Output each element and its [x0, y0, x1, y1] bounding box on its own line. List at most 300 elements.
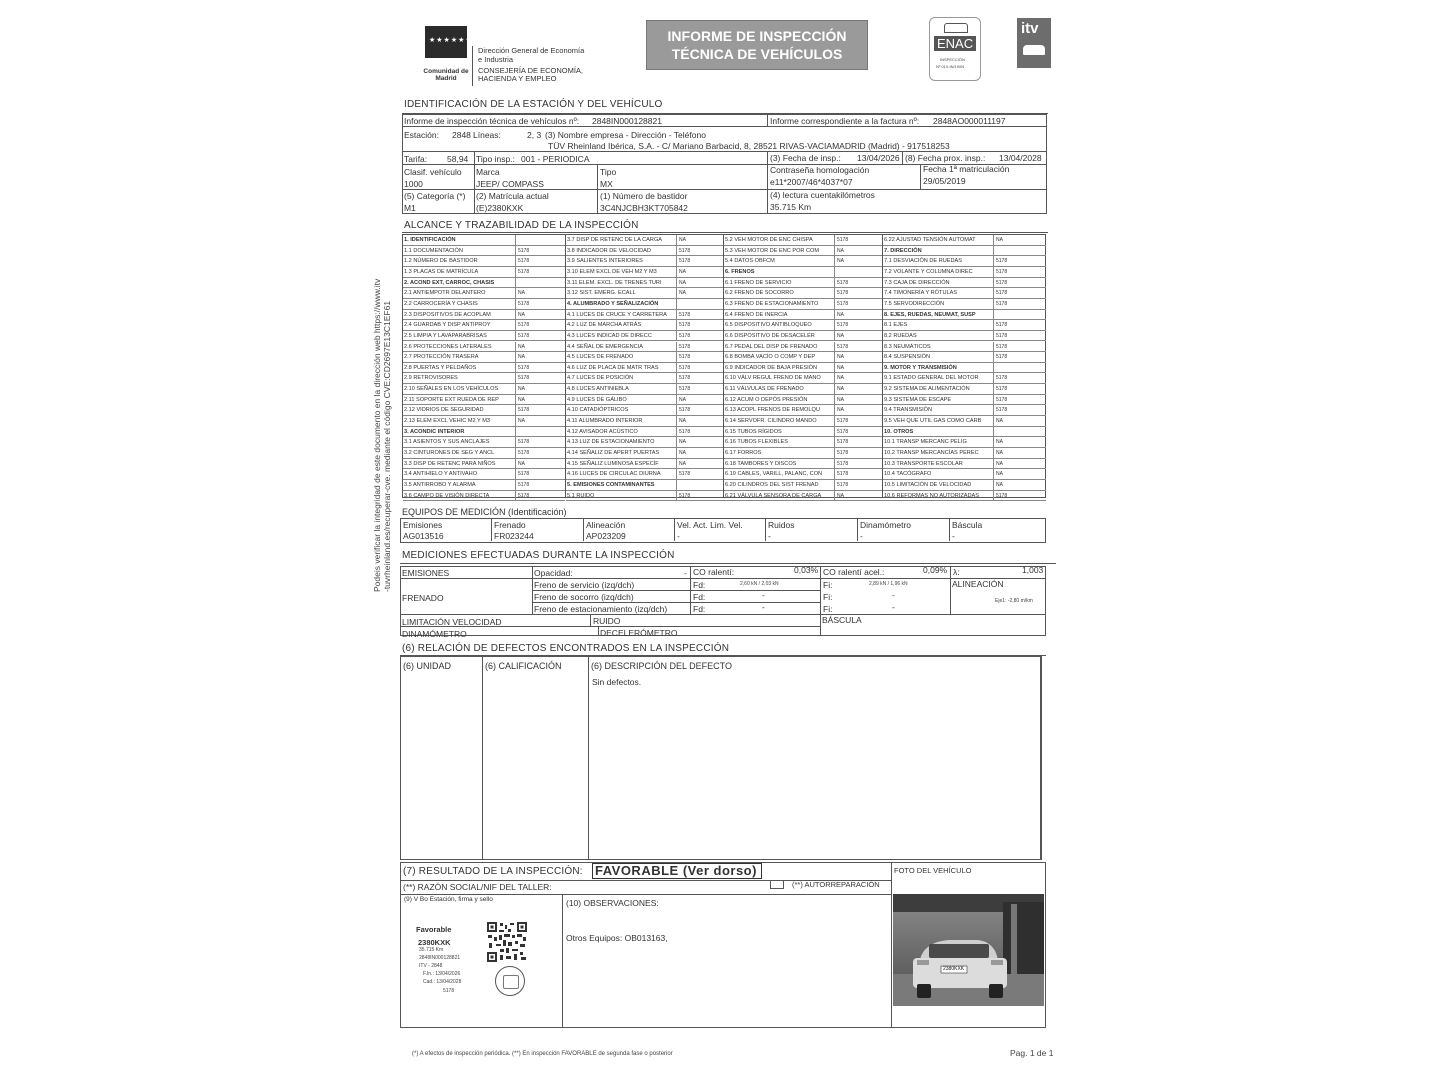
alcance-item-label: 5.4 DATOS OBFCM [725, 258, 775, 265]
alcance-row [566, 352, 724, 363]
equipo-label: Frenado [494, 520, 526, 530]
alcance-item-label: 3.6 CAMPO DE VISIÓN DIRECTA [404, 492, 490, 499]
rule [482, 656, 483, 860]
alcance-item-label: 7. DIRECCIÓN [884, 247, 922, 254]
alcance-separator [834, 469, 835, 479]
alcance-item-label: 2.9 RETROVISORES [404, 375, 458, 382]
equipo-label: Emisiones [403, 520, 443, 530]
alcance-separator [515, 352, 516, 362]
stamp-cad: Cad.: 13/04/2028 [423, 979, 462, 985]
alcance-row [566, 235, 724, 246]
alcance-item-label: 8.1 EJES [884, 322, 908, 329]
alcance-item-label: 3.3 DISP DE RETENC PARA NIÑOS [404, 460, 496, 467]
alcance-item-label: 2.10 SEÑALES EN LOS VEHÍCULOS [404, 386, 499, 393]
alcance-separator [834, 342, 835, 352]
alcance-row [566, 267, 724, 278]
alcance-item-label: 3.11 ELEM. EXCL. DE TRENES TURI [567, 279, 662, 286]
alcance-row [566, 480, 724, 491]
alcance-row [403, 427, 565, 438]
alcance-separator [993, 363, 994, 373]
alcance-item-label: 9.5 VEH QUE UTIL GAS COMO CARB [884, 418, 982, 425]
alcance-row [566, 405, 724, 416]
informe-label: Informe de inspección técnica de vehículos nº: [404, 116, 580, 126]
alcance-separator [515, 331, 516, 341]
alcance-item-status: NA [679, 237, 686, 243]
alcance-item-label: 10.4 TACÓGRAFO [884, 471, 932, 478]
alcance-separator [515, 278, 516, 288]
fi-label-2: Fi: [823, 592, 833, 602]
vbo-label: (9) V Bo Estación, firma y sello [404, 896, 493, 903]
alcance-item-status: NA [996, 481, 1003, 488]
alcance-row [724, 256, 883, 267]
freno-estac-label: Freno de estacionamiento (izq/dch) [534, 604, 668, 614]
fd-label-2: Fd: [693, 592, 706, 602]
alcance-item-status: NA [837, 354, 844, 361]
alcance-item-status: NA [518, 354, 525, 361]
informe-value: 2848IN000128821 [592, 116, 662, 126]
alcance-item-status: NA [837, 407, 844, 414]
stamp-fin: F.In.: 13/04/2026 [423, 971, 461, 977]
alcance-item-label: 2.1 ANTIEMPOTR DELANTERO [404, 290, 486, 297]
alcance-row [724, 310, 883, 321]
alcance-item-label: 10.6 REFORMAS NO AUTORIZADAS [884, 492, 980, 499]
alcance-item-status: 5178 [837, 418, 849, 425]
stamp-itv: ITV - 2848 [419, 963, 443, 969]
alcance-item-label: 6.18 TAMBORES Y DISCOS [725, 460, 797, 467]
alcance-row [403, 256, 565, 267]
alcance-item-status: 5178 [679, 258, 691, 265]
alcance-item-label: 4.7 LUCES DE POSICIÓN [567, 375, 634, 382]
alcance-item-label: 4.9 LUCES DE GÁLIBO [567, 396, 627, 403]
alcance-item-status: 5178 [679, 428, 691, 435]
alcance-item-label: 2.3 DISPOSITIVOS DE ACOPLAM [404, 311, 491, 318]
alcance-row [724, 320, 883, 331]
alcance-item-label: 3.8 INDICADOR DE VELOCIDAD [567, 247, 651, 254]
alcance-item-label: 6.13 ACOPL FRENOS DE REMOLQU [725, 407, 820, 414]
alcance-separator [676, 384, 677, 394]
alcance-item-label: 6.16 TUBOS FLEXIBLES [725, 439, 789, 446]
alcance-separator [993, 342, 994, 352]
alcance-row [403, 373, 565, 384]
alcance-item-status: NA [518, 396, 525, 403]
alcance-item-status: 5178 [518, 439, 530, 446]
title-line1: INFORME DE INSPECCIÓN [667, 28, 847, 44]
bastidor-label: (1) Número de bastidor [600, 191, 688, 201]
alcance-item-label: 2.13 ELEM EXCL VEHIC M2 Y M3 [404, 418, 491, 425]
alcance-separator [834, 448, 835, 458]
alcance-item-label: 6.10 VÁLV REGUL FRENO DE MANO [725, 375, 821, 382]
alcance-separator [834, 352, 835, 362]
alcance-separator [834, 416, 835, 426]
dept-line1: Dirección General de Economía [478, 46, 585, 55]
alcance-item-status: 5178 [996, 332, 1008, 339]
tipo-insp-label: Tipo insp.: [476, 154, 515, 164]
alcance-item-status: 5178 [837, 300, 849, 307]
alcance-item-label: 5. EMISIONES CONTAMINANTES [567, 481, 655, 488]
alcance-item-status: NA [679, 279, 686, 286]
alcance-row [724, 405, 883, 416]
equipo-value: AP023209 [586, 531, 626, 541]
alcance-separator [993, 278, 994, 288]
alcance-item-label: 8.4 SUSPENSIÓN [884, 354, 931, 361]
equipo-cell [583, 518, 675, 541]
region-name: Comunidad de Madrid [423, 68, 469, 82]
equipo-value: FR023244 [494, 531, 534, 541]
equipo-label: Báscula [952, 520, 983, 530]
fecha-insp-value: 13/04/2026 [857, 153, 900, 163]
alcance-row [566, 395, 724, 406]
alcance-item-label: 6.12 ACUM O DEPÓS PRESIÓN [725, 396, 808, 403]
observaciones-value: Otros Equipos: OB013163, [566, 933, 668, 943]
alcance-row [883, 395, 1046, 406]
alcance-item-label: 1.2 NÚMERO DE BASTIDOR [404, 258, 478, 265]
rule [598, 626, 599, 636]
alcance-item-status: NA [679, 268, 686, 275]
alcance-row [883, 246, 1046, 257]
rule [767, 151, 768, 214]
alcance-separator [834, 331, 835, 341]
alcance-separator [834, 267, 835, 277]
alcance-item-label: 3.2 CINTURONES DE SEG Y ANCL [404, 450, 495, 456]
madrid-stars-icon: ★★★★★★★ [429, 37, 480, 44]
alcance-row [883, 459, 1046, 470]
alcance-item-label: 2.11 SOPORTE EXT RUEDA DE REP [404, 396, 499, 403]
alcance-row [883, 331, 1046, 342]
alcance-item-label: 5.3 VEH MOTOR DE ENC POR COM [725, 247, 820, 254]
alcance-row [724, 437, 883, 448]
alcance-row [724, 363, 883, 374]
rule [402, 126, 1047, 127]
alcance-item-label: 6.5 DISPOSITIVO ANTIBLOQUEO [725, 322, 812, 329]
alcance-item-label: 6.3 FRENO DE ESTACIONAMIENTO [725, 300, 819, 307]
alcance-item-status: 5178 [518, 268, 530, 275]
tarifa-label: Tarifa: [404, 154, 428, 164]
alcance-item-status: 5178 [837, 471, 849, 478]
alcance-item-label: 6.21 VÁLVULA SENSORA DE CARGA [725, 492, 822, 499]
alcance-item-label: 4.14 SEÑALIZ DE APERT PUERTAS [567, 450, 660, 456]
alcance-item-status: 5178 [996, 407, 1008, 414]
alcance-separator [515, 405, 516, 415]
fi-estac-value: - [892, 602, 895, 612]
rule [588, 656, 589, 860]
alcance-item-status: NA [679, 439, 686, 446]
alcance-item-label: 6.17 FORROS [725, 450, 762, 456]
alcance-item-label: 6.7 PEDAL DEL DISP DE FRENADO [725, 343, 818, 350]
alcance-row [724, 235, 883, 246]
equipo-value: - [677, 531, 680, 541]
alcance-separator [676, 310, 677, 320]
alcance-row [566, 342, 724, 353]
alcance-item-status: 5178 [679, 354, 691, 361]
stamp-code: 5178 [443, 988, 455, 994]
autorreparacion-label: (**) AUTORREPARACIÓN [792, 880, 880, 889]
alcance-row [883, 267, 1046, 278]
alcance-separator [993, 352, 994, 362]
alcance-row [724, 384, 883, 395]
col-calificacion: (6) CALIFICACIÓN [485, 661, 562, 671]
alcance-item-label: 9.4 TRANSMISIÓN [884, 407, 933, 414]
alcance-item-label: 5.1 RUIDO [567, 492, 595, 499]
alcance-item-status: 5178 [679, 332, 691, 339]
alcance-column [723, 235, 883, 497]
km-label: (4) lectura cuentakilómetros [770, 190, 875, 200]
rule [820, 566, 821, 636]
alcance-row [566, 459, 724, 470]
tipo-value: MX [600, 179, 613, 189]
alcance-row [883, 384, 1046, 395]
alcance-item-status: 5178 [679, 492, 691, 499]
itv-logo [1017, 18, 1051, 68]
alcance-row [883, 278, 1046, 289]
fecha-prox-value: 13/04/2028 [999, 153, 1042, 163]
alcance-separator [993, 246, 994, 256]
alcance-row [403, 384, 565, 395]
alcance-item-label: 10.1 TRANSP MERCANC PELIG [884, 439, 967, 446]
alcance-item-label: 6.1 FRENO DE SERVICIO [725, 279, 792, 286]
foto-label: FOTO DEL VEHÍCULO [894, 866, 972, 875]
alcance-item-status: NA [518, 386, 525, 393]
alcance-item-label: 2.2 CARROCERÍA Y CHASIS [404, 300, 478, 307]
alcance-row [566, 469, 724, 480]
alcance-separator [515, 267, 516, 277]
car-icon [1023, 45, 1045, 55]
dinamometro-label: DINAMÓMETRO [402, 629, 467, 639]
marca-value: JEEP/ COMPASS [476, 179, 544, 189]
alcance-item-label: 7.3 CAJA DE DIRECCIÓN [884, 279, 950, 286]
alcance-item-status: 5178 [996, 343, 1008, 350]
fd-label-3: Fd: [693, 604, 706, 614]
alcance-row [566, 416, 724, 427]
alcance-item-status: 5178 [679, 386, 691, 393]
fd-estac-value: - [762, 602, 765, 612]
factura-value: 2848AO000011197 [933, 116, 1006, 126]
alcance-row [724, 267, 883, 278]
alcance-row [724, 299, 883, 310]
alcance-item-label: 2.4 GUARDAB Y DISP ANTIPROY [404, 322, 491, 329]
alcance-row [883, 491, 1046, 502]
alcance-item-status: 5178 [837, 237, 849, 243]
alcance-row [724, 288, 883, 299]
alcance-item-label: 3. ACONDIC INTERIOR [404, 428, 465, 435]
page-number: Pag. 1 de 1 [1010, 1048, 1054, 1058]
alcance-separator [676, 459, 677, 469]
alcance-row [883, 299, 1046, 310]
km-value: 35.715 Km [770, 202, 812, 212]
alcance-column [565, 235, 724, 497]
equipos-title: EQUIPOS DE MEDICIÓN (Identificación) [402, 507, 567, 517]
alcance-item-status: 5178 [518, 332, 530, 339]
alcance-item-label: 3.9 SALIENTES INTERIORES [567, 258, 643, 265]
alcance-separator [676, 278, 677, 288]
alcance-item-label: 6.9 INDICADOR DE BAJA PRESIÓN [725, 364, 818, 371]
alcance-item-status: NA [518, 460, 525, 467]
alcance-item-status: 5178 [996, 258, 1008, 265]
title-line2: TÉCNICA DE VEHÍCULOS [671, 46, 843, 62]
equipo-label: Ruidos [768, 520, 795, 530]
alcance-separator [515, 437, 516, 447]
defectos-title: (6) RELACIÓN DE DEFECTOS ENCONTRADOS EN LA INSPECCIÓN [402, 643, 730, 654]
dept-line2: e Industria [478, 55, 514, 64]
resultado-underline-box [592, 863, 762, 879]
fecha-prox-label: (8) Fecha prox. insp.: [905, 153, 986, 163]
alcance-item-label: 9.2 SISTEMA DE ALIMENTACIÓN [884, 386, 970, 393]
alcance-item-status: NA [679, 396, 686, 403]
co-ralenti-value: 0,03% [794, 565, 819, 575]
estacion-label: Estación: [404, 130, 439, 140]
alcance-row [724, 427, 883, 438]
alcance-title: ALCANCE Y TRAZABILIDAD DE LA INSPECCIÓN [404, 220, 639, 231]
alcance-item-status: 5178 [679, 343, 691, 350]
alcance-separator [676, 491, 677, 501]
alcance-item-status: 5178 [996, 290, 1008, 297]
alcance-row [566, 427, 724, 438]
alcance-item-label: 2.5 LIMPIA Y LAVAPARABRISAS [404, 332, 487, 339]
alcance-row [403, 267, 565, 278]
alcance-separator [515, 299, 516, 309]
co-ralenti-acel-label: CO ralentí acel.: [823, 567, 885, 577]
dept-line3: CONSEJERÍA DE ECONOMÍA, [478, 66, 584, 75]
alcance-item-label: 6.15 TUBOS RÍGIDOS [725, 428, 782, 435]
rule [950, 566, 951, 614]
alcance-item-status: 5178 [518, 300, 530, 307]
alcance-separator [676, 256, 677, 266]
contrasena-label: Contraseña homologación [770, 165, 870, 175]
marca-label: Marca [476, 167, 500, 177]
equipo-cell [857, 518, 950, 541]
alcance-item-status: NA [837, 258, 844, 265]
alcance-item-status: 5178 [679, 407, 691, 414]
clasif-label: Clasif. vehículo [404, 167, 462, 177]
alcance-row [403, 246, 565, 257]
alcance-separator [515, 384, 516, 394]
alcance-row [724, 373, 883, 384]
alcance-row [403, 448, 565, 459]
equipo-value: - [768, 531, 771, 541]
lambda-value: 1,003 [1022, 565, 1044, 575]
equipos-table [400, 518, 1046, 543]
alcance-item-status: 5178 [518, 481, 530, 488]
alcance-separator [676, 480, 677, 490]
alcance-separator [834, 384, 835, 394]
rule [920, 164, 921, 189]
resultado-label: (7) RESULTADO DE LA INSPECCIÓN: [403, 866, 583, 877]
observaciones-label: (10) OBSERVACIONES: [566, 898, 659, 908]
opacidad-value: - [684, 568, 687, 578]
tipo-label: Tipo [600, 167, 617, 177]
col-descripcion: (6) DESCRIPCIÓN DEL DEFECTO [591, 661, 733, 671]
empresa-label: (3) Nombre empresa - Dirección - Teléfono [545, 130, 706, 140]
defectos-table [400, 656, 1042, 860]
alcance-row [724, 342, 883, 353]
alcance-row [724, 491, 883, 502]
alcance-row [566, 256, 724, 267]
rule [402, 232, 1048, 233]
alcance-item-label: 10.3 TRANSPORTE ESCOLAR [884, 460, 963, 467]
alcance-item-status: NA [518, 343, 525, 350]
alcance-item-label: 4.2 LUZ DE MARCHA ATRÁS [567, 322, 642, 329]
alcance-item-label: 3.10 ELEM EXCL DE VEH M2 Y M3 [567, 268, 657, 275]
alcance-separator [676, 299, 677, 309]
alcance-separator [676, 352, 677, 362]
alcance-item-status: 5178 [996, 396, 1008, 403]
alcance-separator [993, 480, 994, 490]
estacion-value: 2848 [452, 130, 471, 140]
alcance-item-status: 5178 [679, 247, 691, 254]
alcance-item-label: 6. FRENOS [725, 268, 755, 275]
alcance-item-label: 4.11 ALUMBRADO INTERIOR [567, 418, 643, 425]
fd-socorro-value: - [762, 590, 765, 600]
alcance-item-status: NA [518, 418, 525, 425]
itv-round-stamp-inner [503, 975, 519, 989]
alcance-separator [676, 342, 677, 352]
alcance-separator [993, 331, 994, 341]
plate-text: 2380KXK [943, 966, 965, 972]
alcance-separator [515, 246, 516, 256]
alcance-separator [515, 469, 516, 479]
alcance-separator [834, 288, 835, 298]
emisiones-label: EMISIONES [402, 568, 450, 578]
alcance-item-status: 5178 [996, 492, 1008, 499]
identificacion-title: IDENTIFICACIÓN DE LA ESTACIÓN Y DEL VEHÍCULO [404, 99, 663, 110]
alcance-item-status: 5178 [996, 279, 1008, 286]
alcance-item-status: 5178 [837, 343, 849, 350]
alcance-row [403, 459, 565, 470]
alcance-item-status: 5178 [837, 460, 849, 467]
alcance-item-status: NA [679, 290, 686, 297]
alcance-item-label: 2.12 VIDRIOS DE SEGURIDAD [404, 407, 484, 414]
fecha-insp-label: (3) Fecha de insp.: [770, 153, 841, 163]
alcance-separator [834, 491, 835, 501]
alineacion-value: Eje1: -2,80 m/km [995, 598, 1033, 604]
alcance-row [724, 246, 883, 257]
alcance-item-status: NA [996, 471, 1003, 478]
alcance-row [566, 288, 724, 299]
alcance-item-label: 4.15 SEÑALIZ LUMINOSA ESPECÍF [567, 460, 659, 467]
alcance-item-label: 4.13 LUZ DE ESTACIONAMIENTO [567, 439, 655, 446]
alcance-row [724, 480, 883, 491]
alcance-item-status: 5178 [996, 386, 1008, 393]
alcance-separator [676, 288, 677, 298]
alcance-item-label: 8.3 NEUMÁTICOS [884, 343, 931, 350]
alcance-row [566, 310, 724, 321]
alcance-item-status: NA [996, 450, 1003, 456]
alcance-separator [515, 416, 516, 426]
alcance-row [883, 427, 1046, 438]
alcance-row [403, 416, 565, 427]
alcance-item-status: NA [837, 396, 844, 403]
fecha-matric-label: Fecha 1ª matriculación [923, 164, 1010, 174]
alcance-item-label: 7.5 SERVODIRECCIÓN [884, 300, 945, 307]
alcance-item-label: 4.1 LUCES DE CRUCE Y CARRETERA [567, 311, 667, 318]
alcance-row [883, 480, 1046, 491]
alcance-row [403, 299, 565, 310]
empresa-value: TÜV Rheinland Ibérica, S.A. - C/ Mariano Barbacid, 8, 28521 RIVAS-VACIAMADRID (Madrid) - 917518253 [548, 141, 950, 151]
alcance-grid [402, 234, 1046, 498]
alcance-separator [834, 437, 835, 447]
freno-servicio-label: Freno de servicio (izq/dch) [534, 580, 635, 590]
alcance-row [403, 235, 565, 246]
alcance-separator [676, 427, 677, 437]
alcance-separator [993, 235, 994, 245]
autorreparacion-checkbox[interactable] [770, 880, 784, 889]
rule [400, 614, 1046, 615]
alcance-separator [993, 405, 994, 415]
alcance-separator [834, 373, 835, 383]
alcance-row [403, 405, 565, 416]
alcance-item-status: NA [837, 332, 844, 339]
alcance-separator [515, 235, 516, 245]
alcance-item-status: 5178 [996, 375, 1008, 382]
